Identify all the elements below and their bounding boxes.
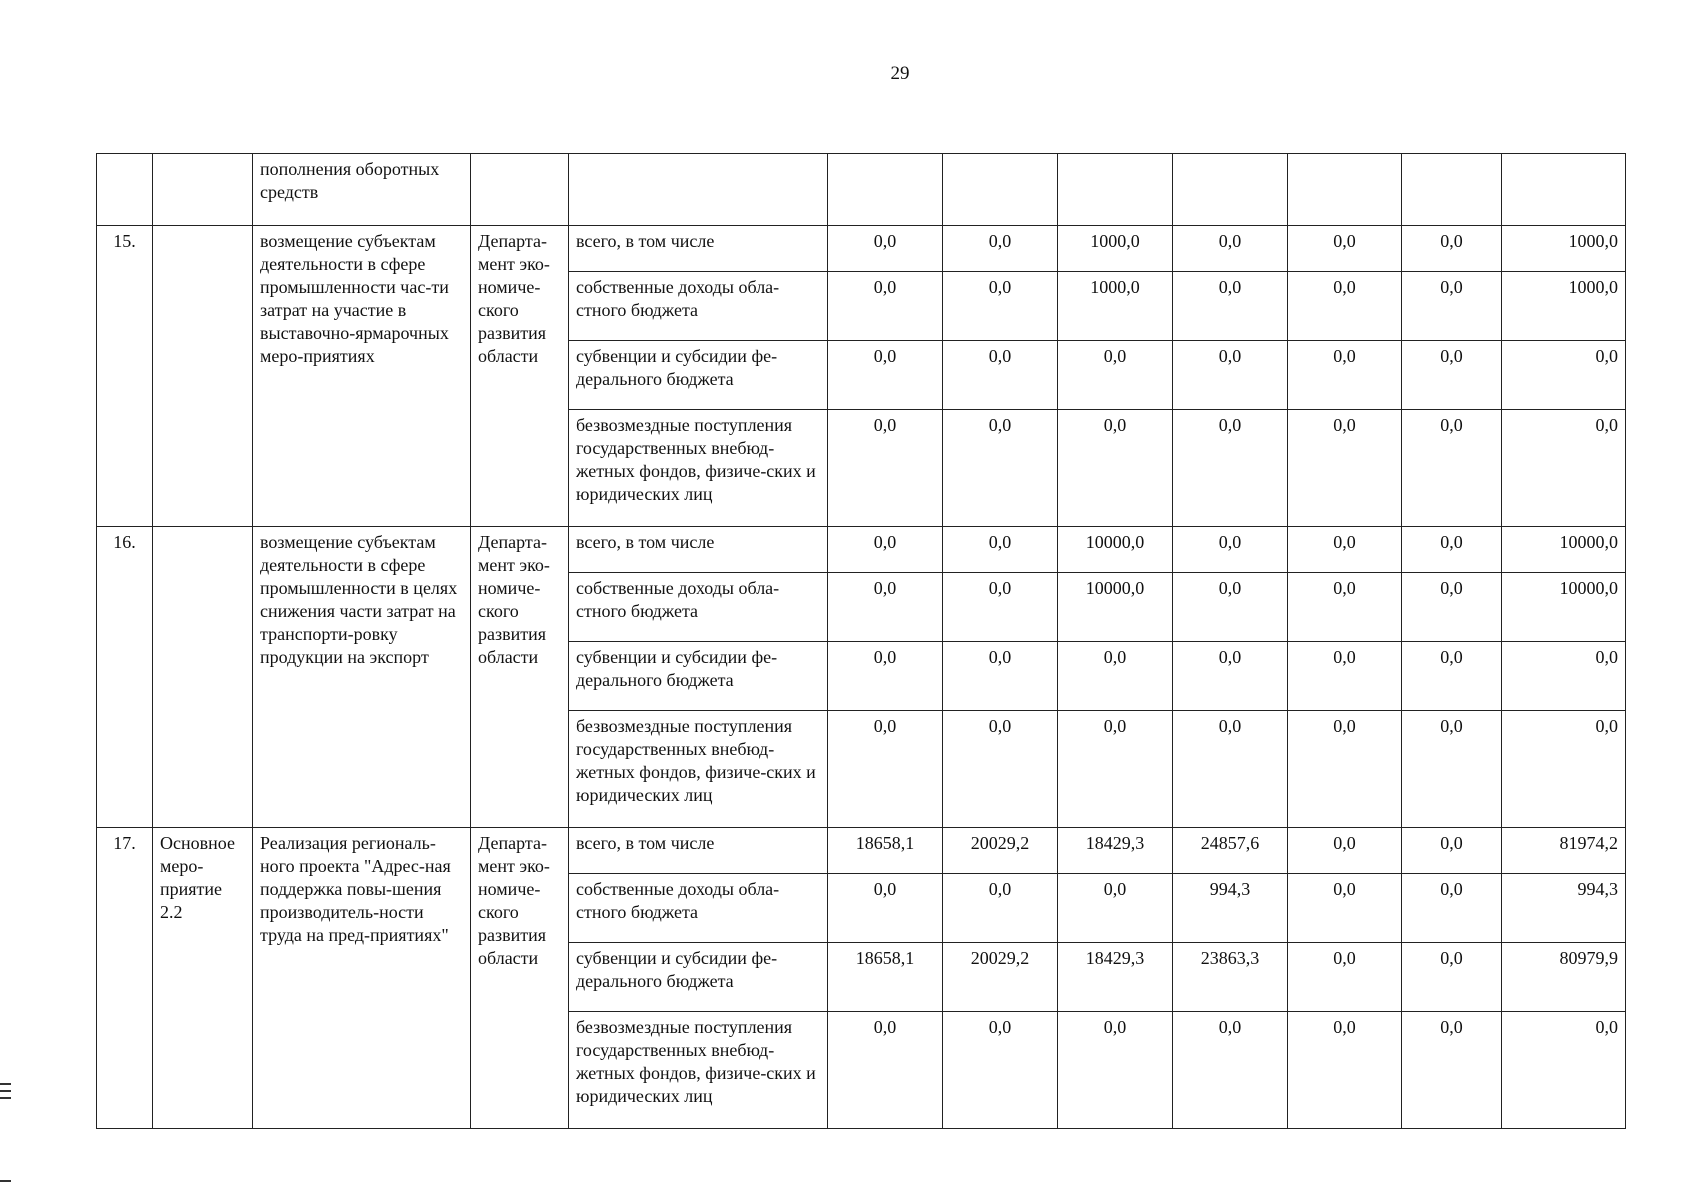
year-value-cell: 0,0: [1058, 874, 1173, 943]
year-value-cell: 0,0: [943, 642, 1058, 711]
year-value-cell: 0,0: [1058, 410, 1173, 527]
year-value-cell: 0,0: [828, 226, 943, 272]
description-cell: возмещение субъектам деятельности в сфере промышленности в целях снижения части затрат на транспорти-ровку продукции на экспорт: [253, 527, 471, 828]
year-value-cell: 24857,6: [1173, 828, 1288, 874]
source-cell: [569, 154, 828, 226]
year-value-cell: 0,0: [828, 642, 943, 711]
total-value-cell: 0,0: [1502, 1012, 1626, 1129]
year-value-cell: 0,0: [1173, 711, 1288, 828]
value-cell: [1502, 154, 1626, 226]
funding-source-cell: собственные доходы обла-стного бюджета: [569, 874, 828, 943]
value-cell: [1288, 154, 1402, 226]
year-value-cell: 0,0: [1402, 226, 1502, 272]
row-number-cell: 16.: [97, 527, 153, 828]
funding-source-cell: безвозмездные поступления государственных внебюд-жетных фондов, физиче-ских и юридических лиц: [569, 711, 828, 828]
year-value-cell: 0,0: [1173, 527, 1288, 573]
total-value-cell: 10000,0: [1502, 527, 1626, 573]
year-value-cell: 0,0: [1058, 1012, 1173, 1129]
year-value-cell: 18658,1: [828, 943, 943, 1012]
budget-table: [96, 153, 1626, 1129]
year-value-cell: 0,0: [1402, 272, 1502, 341]
year-value-cell: 0,0: [1402, 943, 1502, 1012]
row-number-cell: 17.: [97, 828, 153, 1129]
event-cell: Основное меро-приятие 2.2: [153, 828, 253, 1129]
total-value-cell: 0,0: [1502, 642, 1626, 711]
event-cell: [153, 154, 253, 226]
event-cell: [153, 527, 253, 828]
funding-source-cell: субвенции и субсидии фе-дерального бюджета: [569, 943, 828, 1012]
year-value-cell: 0,0: [1173, 410, 1288, 527]
year-value-cell: 0,0: [1402, 1012, 1502, 1129]
scan-mark: [0, 1097, 11, 1099]
year-value-cell: 0,0: [1173, 341, 1288, 410]
year-value-cell: 20029,2: [943, 828, 1058, 874]
year-value-cell: 0,0: [828, 410, 943, 527]
total-value-cell: 994,3: [1502, 874, 1626, 943]
year-value-cell: 0,0: [1288, 943, 1402, 1012]
value-cell: [1058, 154, 1173, 226]
funding-source-cell: собственные доходы обла-стного бюджета: [569, 272, 828, 341]
year-value-cell: 0,0: [1402, 341, 1502, 410]
executor-cell: [471, 154, 569, 226]
year-value-cell: 0,0: [943, 527, 1058, 573]
year-value-cell: 20029,2: [943, 943, 1058, 1012]
funding-source-cell: безвозмездные поступления государственных внебюд-жетных фондов, физиче-ских и юридических лиц: [569, 410, 828, 527]
year-value-cell: 0,0: [828, 711, 943, 828]
total-value-cell: 81974,2: [1502, 828, 1626, 874]
year-value-cell: 0,0: [1288, 341, 1402, 410]
year-value-cell: 0,0: [1058, 341, 1173, 410]
year-value-cell: 0,0: [943, 410, 1058, 527]
year-value-cell: 0,0: [1288, 573, 1402, 642]
number-cell: [97, 154, 153, 226]
scan-mark: [0, 1090, 11, 1092]
year-value-cell: 18429,3: [1058, 828, 1173, 874]
year-value-cell: 0,0: [1402, 573, 1502, 642]
total-value-cell: 0,0: [1502, 711, 1626, 828]
year-value-cell: 0,0: [828, 573, 943, 642]
funding-source-cell: всего, в том числе: [569, 527, 828, 573]
total-value-cell: 0,0: [1502, 341, 1626, 410]
funding-source-cell: субвенции и субсидии фе-дерального бюджета: [569, 642, 828, 711]
funding-source-cell: всего, в том числе: [569, 828, 828, 874]
year-value-cell: 0,0: [1288, 1012, 1402, 1129]
year-value-cell: 0,0: [1173, 1012, 1288, 1129]
table-row: [97, 828, 1626, 874]
row-number-cell: 15.: [97, 226, 153, 527]
year-value-cell: 0,0: [943, 1012, 1058, 1129]
funding-source-cell: собственные доходы обла-стного бюджета: [569, 573, 828, 642]
value-cell: [943, 154, 1058, 226]
year-value-cell: 0,0: [943, 711, 1058, 828]
year-value-cell: 10000,0: [1058, 527, 1173, 573]
year-value-cell: 18658,1: [828, 828, 943, 874]
total-value-cell: 10000,0: [1502, 573, 1626, 642]
year-value-cell: 1000,0: [1058, 272, 1173, 341]
executor-cell: Департа-мент эко-номиче-ского развития области: [471, 527, 569, 828]
year-value-cell: 0,0: [828, 1012, 943, 1129]
table-row: [97, 226, 1626, 272]
executor-cell: Департа-мент эко-номиче-ского развития области: [471, 226, 569, 527]
value-cell: [1402, 154, 1502, 226]
table-body: [97, 154, 1626, 1129]
funding-source-cell: субвенции и субсидии фе-дерального бюджета: [569, 341, 828, 410]
year-value-cell: 0,0: [1288, 272, 1402, 341]
executor-cell: Департа-мент эко-номиче-ского развития области: [471, 828, 569, 1129]
year-value-cell: 0,0: [828, 272, 943, 341]
year-value-cell: 0,0: [1173, 272, 1288, 341]
year-value-cell: 0,0: [1288, 642, 1402, 711]
description-cell: Реализация региональ-ного проекта "Адрес-ная поддержка повы-шения производитель-ности труда на пред-приятиях": [253, 828, 471, 1129]
year-value-cell: 0,0: [1058, 642, 1173, 711]
year-value-cell: 0,0: [1288, 828, 1402, 874]
page-number: 29: [890, 63, 910, 84]
year-value-cell: 994,3: [1173, 874, 1288, 943]
year-value-cell: 0,0: [943, 226, 1058, 272]
year-value-cell: 0,0: [1288, 874, 1402, 943]
year-value-cell: 0,0: [943, 573, 1058, 642]
year-value-cell: 0,0: [828, 527, 943, 573]
year-value-cell: 0,0: [1402, 874, 1502, 943]
year-value-cell: 0,0: [1288, 410, 1402, 527]
year-value-cell: 0,0: [1402, 642, 1502, 711]
event-cell: [153, 226, 253, 527]
total-value-cell: 80979,9: [1502, 943, 1626, 1012]
year-value-cell: 0,0: [1058, 711, 1173, 828]
year-value-cell: 0,0: [943, 341, 1058, 410]
description-cell: возмещение субъектам деятельности в сфере промышленности час-ти затрат на участие в выставочно-ярмарочных меро-приятиях: [253, 226, 471, 527]
table-row: [97, 527, 1626, 573]
scan-mark: [0, 1083, 11, 1085]
year-value-cell: 0,0: [1288, 711, 1402, 828]
year-value-cell: 0,0: [1288, 527, 1402, 573]
total-value-cell: 1000,0: [1502, 272, 1626, 341]
value-cell: [1173, 154, 1288, 226]
year-value-cell: 0,0: [943, 874, 1058, 943]
year-value-cell: 0,0: [1173, 226, 1288, 272]
description-cell: пополнения оборотных средств: [253, 154, 471, 226]
year-value-cell: 10000,0: [1058, 573, 1173, 642]
year-value-cell: 1000,0: [1058, 226, 1173, 272]
year-value-cell: 0,0: [1402, 410, 1502, 527]
year-value-cell: 0,0: [943, 272, 1058, 341]
total-value-cell: 0,0: [1502, 410, 1626, 527]
total-value-cell: 1000,0: [1502, 226, 1626, 272]
year-value-cell: 0,0: [1402, 527, 1502, 573]
funding-source-cell: безвозмездные поступления государственных внебюд-жетных фондов, физиче-ских и юридических лиц: [569, 1012, 828, 1129]
scan-mark: [0, 1180, 11, 1182]
year-value-cell: 0,0: [1173, 573, 1288, 642]
year-value-cell: 18429,3: [1058, 943, 1173, 1012]
year-value-cell: 0,0: [1402, 711, 1502, 828]
year-value-cell: 0,0: [1288, 226, 1402, 272]
year-value-cell: 23863,3: [1173, 943, 1288, 1012]
year-value-cell: 0,0: [1402, 828, 1502, 874]
year-value-cell: 0,0: [828, 341, 943, 410]
continuation-row: [97, 154, 1626, 226]
year-value-cell: 0,0: [828, 874, 943, 943]
value-cell: [828, 154, 943, 226]
funding-source-cell: всего, в том числе: [569, 226, 828, 272]
year-value-cell: 0,0: [1173, 642, 1288, 711]
